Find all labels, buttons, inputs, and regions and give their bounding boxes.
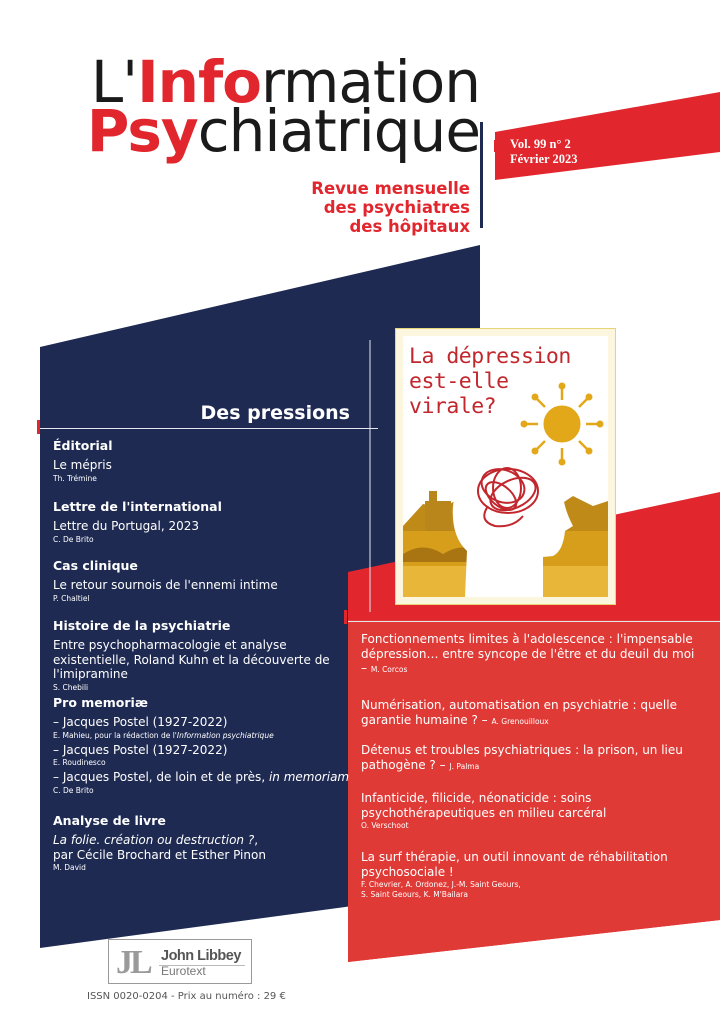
article-author: P. Chaltiel [53, 593, 90, 603]
red-panel-rule [348, 621, 720, 622]
illustration-title-line: est-elle [409, 369, 509, 394]
featured-article[interactable]: Numérisation, automatisation en psychiatrie : quelle garantie humaine ? – A. Grenouilloux [361, 698, 677, 727]
section-heading: Analyse de livre [53, 813, 166, 828]
featured-article[interactable] [361, 791, 701, 831]
issn-price: ISSN 0020-0204 - Prix au numéro : 29 € [87, 991, 286, 1002]
section-heading: Histoire de la psychiatrie [53, 618, 231, 633]
issue-volume: Vol. 99 n° 2 [510, 137, 571, 151]
article-title[interactable]: La folie. création ou destruction ?, par Cécile Brochard et Esther Pinon [53, 833, 266, 862]
publisher-name: John Libbey [161, 948, 241, 964]
masthead-vertical-rule [480, 122, 483, 228]
article-author: Th. Trémine [53, 473, 97, 483]
toc-section-international [53, 499, 353, 545]
section-heading: Cas clinique [53, 558, 138, 573]
illustration-graphic [403, 336, 608, 597]
toc-section-cas-clinique [53, 558, 353, 604]
red-tick-1 [37, 420, 40, 434]
article-author: C. De Brito [53, 534, 94, 544]
article-title[interactable]: Lettre du Portugal, 2023 [53, 519, 200, 533]
red-accent-mark [494, 140, 496, 152]
illustration-title-line: virale? [409, 394, 497, 419]
article-title[interactable]: – Jacques Postel (1927-2022) [53, 742, 228, 757]
toc-section-histoire [53, 618, 353, 693]
article-title: Fonctionnements limites à l'adolescence : l'impensable dépression… entre syncope de l'être et du deuil du moi [361, 632, 695, 661]
article-title[interactable]: Le mépris [53, 458, 112, 472]
dossier-underline [40, 428, 378, 429]
tagline [250, 179, 470, 236]
illustration-canvas [403, 336, 608, 597]
article-title: Infanticide, filicide, néonaticide : soins psychothérapeutiques en milieu carcéral [361, 791, 607, 820]
castle-icon [425, 501, 451, 531]
article-author: C. De Brito [53, 785, 94, 795]
article-author: F. Chevrier, A. Ordonez, J.-M. Saint Geours, [361, 880, 521, 889]
article-author: J. Palma [449, 761, 480, 771]
article-title[interactable]: – Jacques Postel, de loin et de près, in memoriam [53, 770, 350, 784]
toc-section-pro-memoriae [53, 695, 353, 796]
publisher-sub: Eurotext [161, 964, 206, 978]
tagline-line: des hôpitaux [349, 217, 470, 236]
dossier-title: Des pressions [200, 402, 350, 424]
section-heading: Pro memoriæ [53, 695, 148, 710]
toc-section-editorial [53, 438, 353, 484]
article-author: S. Saint Geours, K. M'Bailara [361, 890, 468, 899]
publisher-logo-mark: JL [116, 944, 150, 981]
illustration-title-line: La dépression [409, 344, 571, 369]
article-title[interactable]: Entre psychopharmacologie et analyse existentielle, Roland Kuhn et la découverte de l'imipramine [53, 638, 330, 681]
masthead-title-line1: L'Information [90, 48, 480, 116]
virus-icon [521, 383, 603, 465]
article-author: E. Roudinesco [53, 758, 106, 767]
section-heading: Éditorial [53, 438, 113, 453]
article-title[interactable]: Le retour sournois de l'ennemi intime [53, 578, 278, 592]
section-heading: Lettre de l'international [53, 499, 222, 514]
article-title[interactable]: – Jacques Postel (1927-2022) [53, 715, 228, 729]
tagline-line: des psychiatres [323, 198, 470, 217]
article-title: La surf thérapie, un outil innovant de réhabilitation psychosociale ! [361, 850, 668, 879]
article-author: M. David [53, 863, 86, 872]
article-title: Numérisation, automatisation en psychiatrie : quelle garantie humaine ? [361, 698, 677, 727]
masthead-title-line2: Psychiatrique [86, 97, 480, 165]
article-author: E. Mahieu, pour la rédaction de l'Information psychiatrique [53, 730, 274, 740]
article-author: O. Verschoot [361, 821, 409, 830]
article-author: M. Corcos [370, 665, 408, 674]
publisher-logo [108, 939, 252, 984]
article-author: A. Grenouilloux [491, 716, 549, 726]
issue-date: Février 2023 [510, 152, 578, 166]
tagline-line: Revue mensuelle [311, 179, 470, 198]
featured-article[interactable] [361, 850, 701, 900]
article-title: Détenus et troubles psychiatriques : la prison, un lieu pathogène ? [361, 743, 683, 772]
cover-illustration [395, 328, 616, 605]
article-author: S. Chebili [53, 682, 89, 692]
featured-article[interactable]: Détenus et troubles psychiatriques : la prison, un lieu pathogène ? – J. Palma [361, 743, 683, 772]
issue-info [510, 137, 620, 167]
featured-article[interactable]: Fonctionnements limites à l'adolescence : l'impensable dépression… entre syncope de l'être et du deuil du moi – M. Corcos [361, 632, 695, 675]
toc-section-analyse-livre [53, 813, 353, 873]
